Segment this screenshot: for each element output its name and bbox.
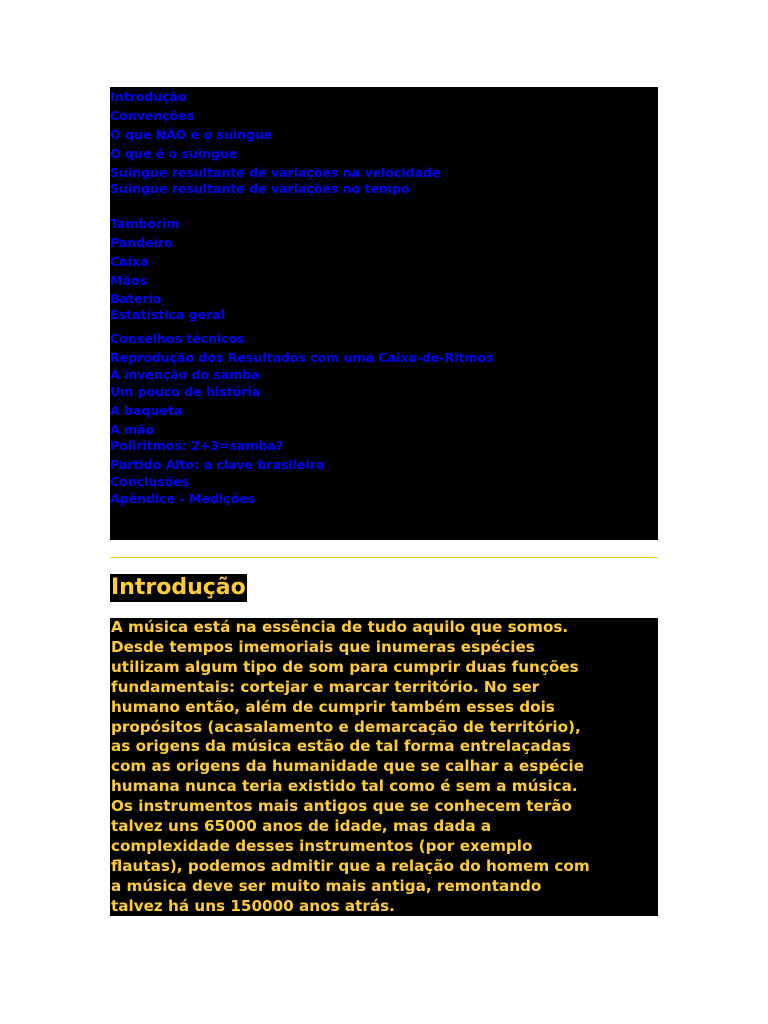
toc-link-pandeiro[interactable]: Pandeiro [110,235,173,250]
paragraph-line: com as origens da humanidade que se calhar a espécie [111,757,585,776]
toc-link-a-mao[interactable]: A mão [110,422,155,437]
section-title: Introdução [111,575,246,600]
paragraph-line: humana nunca teria existido tal como é sem a música. [111,777,578,796]
paragraph-line: humano então, além de cumprir também esses dois [111,697,555,716]
paragraph-line: fundamentais: cortejar e marcar território. No ser [111,677,540,696]
toc-link-caixa[interactable]: Caixa [110,254,149,269]
toc-link-um-pouco-de-historia[interactable]: Um pouco de história [110,384,261,399]
toc-link-convencoes[interactable]: Convenções [110,108,195,123]
toc-link-conclusoes[interactable]: Conclusões [110,474,190,489]
toc-item [110,491,658,508]
paragraph-line: talvez uns 65000 anos de idade, mas dada a [111,817,492,836]
toc-item [110,474,658,491]
toc-link-partido-alto[interactable]: Partido Alto: a clave brasileira [110,457,325,472]
toc-link-conselhos-tecnicos[interactable]: Conselhos técnicos [110,331,245,346]
table-of-contents [110,87,658,540]
toc-item [110,127,658,146]
toc-item [110,438,658,457]
toc-link-tamborim[interactable]: Tamborim [110,216,180,231]
paragraph-line: a música deve ser muito mais antiga, remontando [111,876,542,895]
toc-link-maos[interactable]: Mãos [110,273,147,288]
toc-item [110,273,658,291]
paragraph-line: talvez há uns 150000 anos atrás. [111,896,395,915]
toc-item [110,331,658,350]
toc-link-poliritmos[interactable]: Poliritmos: 2+3=samba? [110,438,284,453]
paragraph-line: as origens da música estão de tal forma entrelaçadas [111,737,571,756]
toc-item [110,235,658,254]
toc-item [110,403,658,422]
toc-item [110,350,658,367]
paragraph-line: flautas), podemos admitir que a relação do homem com [111,856,590,875]
toc-link-invencao-do-samba[interactable]: A invenção do samba [110,367,260,382]
paragraph-line: utilizam algum tipo de som para cumprir duas funções [111,657,579,676]
toc-item [110,165,658,181]
toc-item [110,181,658,216]
toc-link-o-que-e-o-suingue[interactable]: O que é o suingue [110,146,238,161]
toc-link-estatistica-geral[interactable]: Estatística geral [110,307,225,322]
toc-link-o-que-nao-e-o-suingue[interactable]: O que NÃO é o suingue [110,127,273,142]
toc-link-reproducao-caixa-de-ritmos[interactable]: Reprodução dos Resultados com uma Caixa-de-Ritmos [110,350,494,365]
toc-item [110,291,658,307]
toc-item [110,367,658,384]
toc-item [110,422,658,438]
paragraph-line: Os instrumentos mais antigos que se conhecem terão [111,797,572,816]
toc-link-apendice-medicoes[interactable]: Apêndice - Medições [110,491,256,506]
section-divider [110,557,658,558]
toc-item [110,146,658,165]
toc-item [110,216,658,235]
paragraph-line: Desde tempos imemoriais que inumeras espécies [111,637,535,656]
toc-link-a-baqueta[interactable]: A baqueta [110,403,183,418]
toc-link-suingue-velocidade[interactable]: Suingue resultante de variações na velocidade [110,165,441,180]
toc-link-suingue-tempo[interactable]: Suingue resultante de variações no tempo [110,181,410,196]
toc-item [110,384,658,403]
toc-item [110,254,658,273]
toc-link-bateria[interactable]: Bateria [110,291,162,306]
toc-item [110,457,658,474]
intro-paragraph [110,618,658,916]
toc-item [110,108,658,127]
paragraph-line: propósitos (acasalamento e demarcação de território), [111,717,581,736]
toc-item [110,307,658,331]
paragraph-line: A música está na essência de tudo aquilo que somos. [111,618,569,636]
paragraph-line: complexidade desses instrumentos (por exemplo [111,836,533,855]
toc-link-introducao[interactable]: Introdução [110,89,187,104]
toc-list [110,89,658,508]
toc-item [110,89,658,108]
